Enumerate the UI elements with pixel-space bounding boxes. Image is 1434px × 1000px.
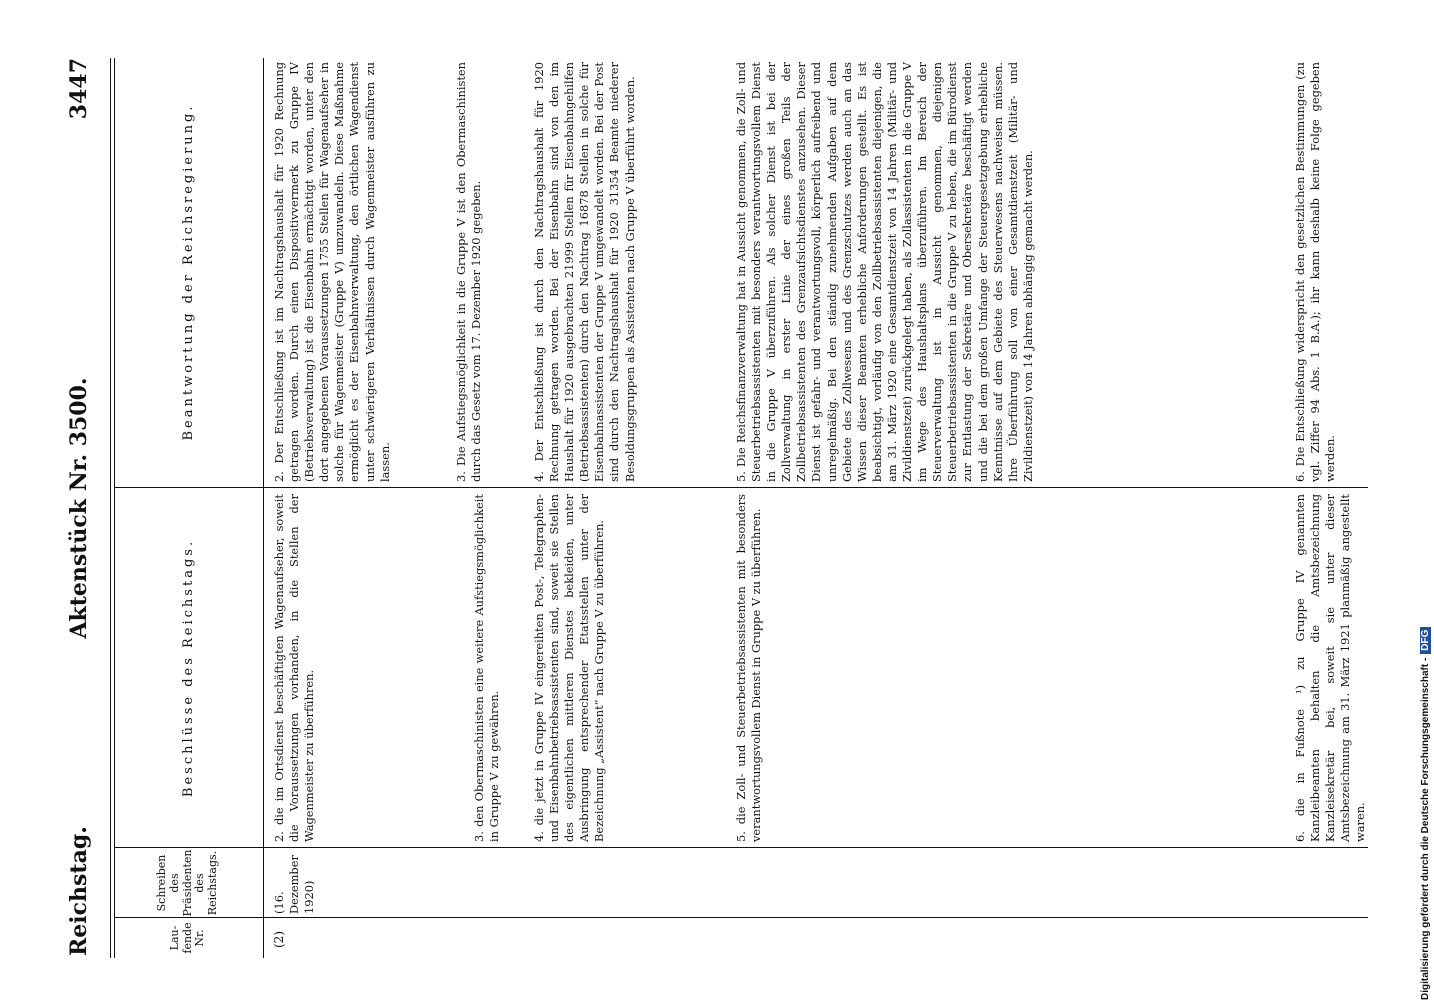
resolution-6: 6. die in Fußnote ¹) zu Gruppe IV genannten Kanzleibeamten behalten die Amtsbezeichnung Kanzleisekretär bei, soweit sie unter dieser Amtsbezeichnung am 31. März 1921 planmäßig angestellt waren. xyxy=(1293,494,1368,842)
reply-2: 2. Der Entschließung ist im Nachtragshaushalt für 1920 Rechnung getragen worden. Durch einen Dispositivvermerk zu Gruppe IV (Betriebsverwaltung) ist die Eisenbahn ermächtigt worden, unter den dort angegebenen Voraussetzungen 1755 Stellen für Wagenaufseher in solche für Wagenmeister (Gruppe V) umzuwandeln. Diese Maßnahme ermöglicht es der Eisenbahnverwaltung, den örtlichen Wagendienst unter schwierigeren Verhältnissen durch Wagenmeister ausführen zu lassen. xyxy=(272,62,392,482)
header-rule-2 xyxy=(114,58,115,958)
resolution-2: 2. die im Ortsdienst beschäftigten Wagenaufseher, soweit die Voraussetzungen vorhanden, in die Stellen der Wagenmeister zu überführen. xyxy=(272,494,317,842)
resolution-4: 4. die jetzt in Gruppe IV eingereihten Post-, Telegraphen- und Eisenbahnbetriebsassistenten sind, soweit sie Stellen des eigentlichen mittleren Dienstes bekleiden, unter Ausbringung entsprechender Etatsstellen unter der Bezeichnung „Assistent“ nach Gruppe V zu überführen. xyxy=(532,494,607,842)
rotated-sheet xyxy=(58,58,1368,958)
page-number: 3447 xyxy=(66,58,92,120)
resolution-3: 3. den Obermaschinisten eine weitere Aufstiegsmöglichkeit in Gruppe V zu gewähren. xyxy=(472,494,502,842)
column-divider xyxy=(114,487,1368,488)
col-header-resolutions: Beschlüsse des Reichstags. xyxy=(180,538,196,798)
reply-5: 5. Die Reichsfinanzverwaltung hat in Aussicht genommen, die Zoll- und Steuerbetriebsassistenten mit besonders verantwortungsvollem Dienst in die Gruppe V überzuführen. Als solcher Dienst ist bei der Zollverwaltung in erster Linie der eines großen Teils der Zollbetriebsassistenten des Grenzaufsichtsdienstes anzusehen. Dieser Dienst ist gefahr- und verantwortungsvoll, körperlich aufreibend und unregelmäßig. Bei den ständig zunehmenden Aufgaben auf dem Gebiete des Zollwesens und des Grenzschutzes werden auch an das Wissen dieser Beamten erhebliche Anforderungen gestellt. Es ist beabsichtigt, vorläufig von den Zollbetriebsassistenten diejenigen, die am 31. März 1920 eine Gesamtdienstzeit von 14 Jahren (Militär- und Zivildienstzeit) zurückgelegt haben, als Zollassistenten in die Gruppe V im Wege des Haushaltsplans überzuführen. Im Bereich der Steuerverwaltung ist in Aussicht genommen, diejenigen Steuerbetriebsassistenten in die Gruppe V zu heben, die im Bürodienst zur Entlastung der Sekretäre und Obersekretäre beschäftigt werden und die bei dem großen Umfange der Steuergesetzgebung erhebliche Kenntnisse auf dem Gebiete des Steuerwesens nachweisen müssen. Ihre Überführung soll von einer Gesamtdienstzeit (Militär- und Zivildienstzeit) von 14 Jahren abhängig gemacht werden. xyxy=(734,62,1035,482)
resolution-5: 5. die Zoll- und Steuerbetriebsassistenten mit besonders verantwortungsvollem Dienst in Gruppe V zu überführen. xyxy=(734,494,764,842)
digitization-credit xyxy=(1420,10,1432,1000)
reply-4: 4. Der Entschließung ist durch den Nachtragshaushalt für 1920 Rechnung getragen worden. Bei der Eisenbahn sind von den im Haushalt für 1920 ausgebrachten 21999 Stellen für Eisenbahngehilfen (Betriebsassistenten) durch den Nachtrag 16878 Stellen in solche für Eisenbahnassistenten der Gruppe V umgewandelt worden. Bei der Post sind durch den Nachtragshaushalt für 1920 31354 Beamte niederer Besoldungsgruppen als Assistenten nach Gruppe V überführt worden. xyxy=(532,62,637,482)
col-header-letter: Schreiben des Präsidenten des Reichstags. xyxy=(155,849,219,917)
document-title: Aktenstück Nr. 3500. xyxy=(66,377,92,639)
row-number: (2) xyxy=(272,931,286,948)
column-header-rule xyxy=(263,58,264,958)
header-rule xyxy=(110,58,111,958)
col-header-number: Lau-fende Nr. xyxy=(168,922,207,954)
page-header xyxy=(58,58,108,958)
dfg-logo: DFG xyxy=(1420,627,1431,654)
column-divider xyxy=(114,917,1368,918)
col-header-reply: Beantwortung der Reichsregierung. xyxy=(180,103,196,441)
header-left: Reichstag. xyxy=(66,826,92,956)
column-divider xyxy=(114,847,1368,848)
reply-6: 6. Die Entschließung widerspricht den gesetzlichen Bestimmungen (zu vgl. Ziffer 94 Abs. 1 B.A.); ihr kann deshalb keine Folge gegeben werden. xyxy=(1293,62,1338,482)
credit-text: Digitalisierung gefördert durch die Deutsche Forschungsgemeinschaft - xyxy=(1420,657,1431,1000)
reply-3: 3. Die Aufstiegsmöglichkeit in die Gruppe V ist den Obermaschinisten durch das Gesetz vom 17. Dezember 1920 gegeben. xyxy=(454,62,484,482)
letter-date: (16. Dezember 1920) xyxy=(272,855,317,914)
